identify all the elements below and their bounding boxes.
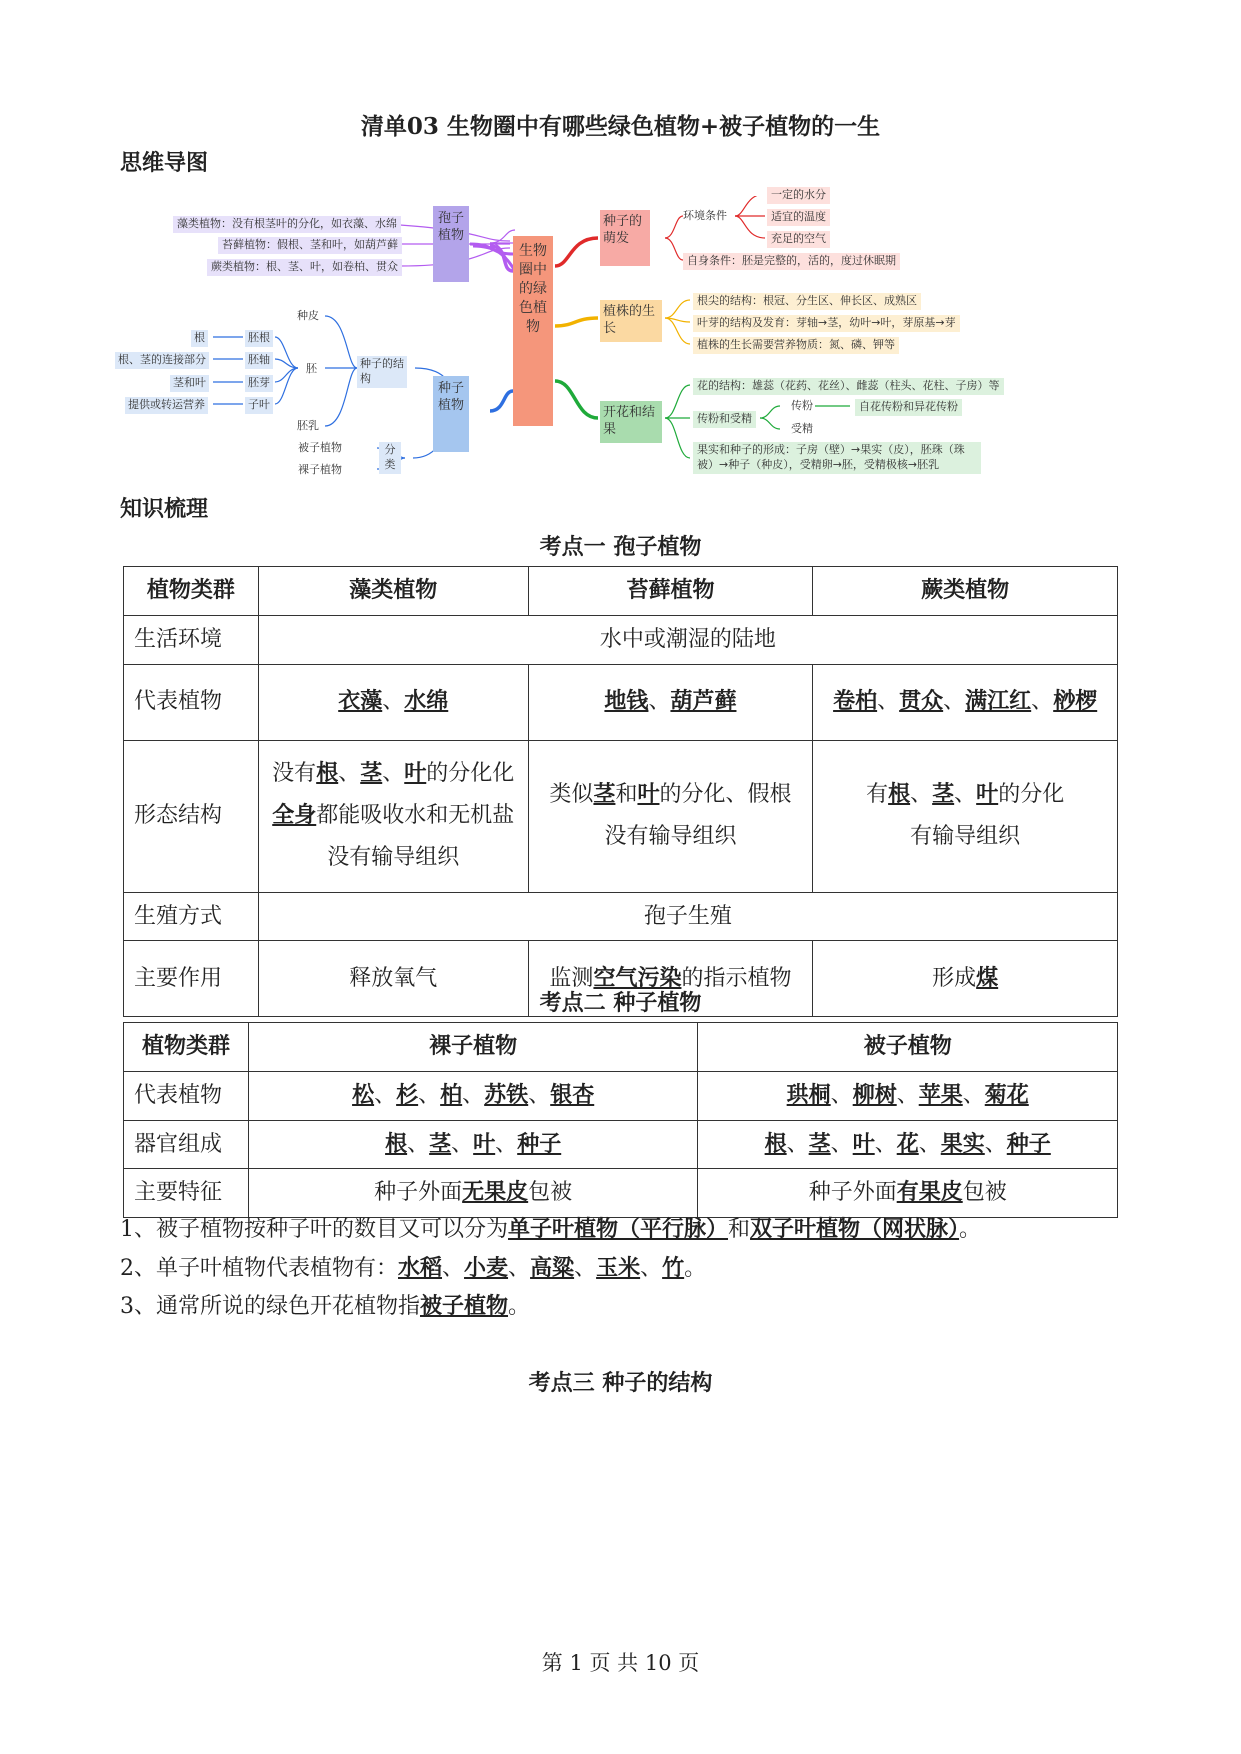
header-cell: 蕨类植物 [813,567,1118,616]
section1-title: 考点一 孢子植物 [539,534,702,560]
table-row [124,1023,1118,1072]
conn-flower-3 [665,418,690,458]
growth-root-tip: 根尖的结构：根冠、分生区、伸长区、成熟区 [693,293,921,310]
embryo-part-cotyledon: 子叶 [245,397,273,414]
node-embryo: 胚 [306,362,317,375]
row-label: 生活环境 [124,615,259,664]
row-label: 形态结构 [124,740,259,892]
conn-flower-fert [760,418,780,429]
node-seed-coat: 种皮 [297,309,319,322]
table-row [124,1120,1118,1169]
spore-item-fern: 蕨类植物：根、茎、叶，如卷柏、贯众 [207,259,402,276]
conn-embryo-4 [275,368,298,404]
table-row [124,615,1118,664]
row-label: 代表植物 [124,664,259,740]
table-cell: 根、茎、叶、种子 [248,1120,698,1169]
node-growth: 植株的生长 [600,300,662,342]
page-footer: 第 1 页 共 10 页 [541,1651,700,1675]
header-cell: 裸子植物 [248,1023,698,1072]
note-1: 1、被子植物按种子叶的数目又可以分为单子叶植物（平行脉）和双子叶植物（网状脉）。 [120,1216,982,1242]
table-row [124,1071,1118,1120]
knowledge-heading: 知识梳理 [120,496,209,522]
section3-title: 考点三 种子的结构 [528,1370,713,1396]
table-cell: 有根、茎、叶的分化 有输导组织 [813,740,1118,892]
conn-env-1 [735,196,765,216]
spore-item-algae: 藻类植物：没有根茎叶的分化，如衣藻、水绵 [173,216,401,233]
conn-structure-endo [325,368,357,426]
row-label: 生殖方式 [124,892,259,941]
mind-map [115,188,1135,536]
node-classification: 分类 [379,442,401,474]
node-seed-plants: 种子植物 [433,376,469,452]
embryo-part-root: 胚根 [245,330,273,347]
mind-map-heading: 思维导图 [120,150,209,176]
conn-structure-coat [325,316,357,368]
germ-env: 环境条件 [683,209,727,222]
flower-pollination: 传粉和受精 [693,411,756,428]
class-gym: 裸子植物 [298,463,342,476]
germ-self: 自身条件：胚是完整的，活的，度过休眠期 [683,253,900,270]
row-label: 主要作用 [124,941,259,1017]
table-cell: 种子外面无果皮包被 [248,1169,698,1218]
table-cell: 孢子生殖 [258,892,1117,941]
conn-flower-1 [665,385,690,418]
conn-growth-1 [665,300,690,318]
node-flowering: 开花和结果 [600,401,662,443]
conn-germ-env [665,216,683,238]
flower-fert: 受精 [791,422,813,435]
table-cell: 类似茎和叶的分化、假根 没有输导组织 [528,740,813,892]
table-cell: 根、茎、叶、花、果实、种子 [698,1120,1118,1169]
table-row [124,740,1118,892]
page-title: 清单03 生物圈中有哪些绿色植物+被子植物的一生 [360,113,881,140]
embryo-func-cotyledon: 提供或转运营养 [125,397,208,414]
table-row [124,892,1118,941]
link-flowering [555,381,598,418]
spore-plants-table [123,566,1118,1017]
table-cell: 形成煤 [813,941,1118,1017]
flower-pollen-types: 自花传粉和异花传粉 [855,399,962,416]
header-cell: 藻类植物 [258,567,528,616]
germ-env-temp: 适宜的温度 [767,209,830,226]
header-cell: 植物类群 [124,567,259,616]
note-3: 3、通常所说的绿色开花植物指被子植物。 [120,1293,531,1319]
class-angio: 被子植物 [298,441,342,454]
table-cell: 种子外面有果皮包被 [698,1169,1118,1218]
table-cell: 珙桐、柳树、苹果、菊花 [698,1071,1118,1120]
conn-flower-pollen [760,406,780,418]
table-cell: 衣藻、水绵 [258,664,528,740]
table-cell: 卷柏、贯众、满江红、桫椤 [813,664,1118,740]
embryo-part-axis: 胚轴 [245,352,273,369]
germ-env-water: 一定的水分 [767,187,830,204]
flower-structure: 花的结构：雄蕊（花药、花丝）、雌蕊（柱头、花柱、子房）等 [693,378,1004,395]
growth-nutrients: 植株的生长需要营养物质：氮、磷、钾等 [693,337,899,354]
row-label: 主要特征 [124,1169,249,1218]
link-germination [555,238,598,266]
seed-plants-table [123,1022,1118,1218]
header-cell: 被子植物 [698,1023,1118,1072]
conn-env-3 [735,216,765,238]
note-2: 2、单子叶植物代表植物有：水稻、小麦、高粱、玉米、竹。 [120,1255,707,1281]
embryo-part-bud: 胚芽 [245,375,273,392]
table-cell: 地钱、葫芦藓 [528,664,813,740]
header-cell: 苔藓植物 [528,567,813,616]
section2-title: 考点二 种子植物 [539,990,702,1016]
embryo-func-root: 根 [191,330,208,347]
table-cell: 松、杉、柏、苏铁、银杏 [248,1071,698,1120]
node-germination: 种子的萌发 [600,210,650,266]
mind-map-center: 生物圈中的绿色植物 [513,236,553,426]
table-cell: 释放氧气 [258,941,528,1017]
node-endosperm: 胚乳 [297,419,319,432]
node-seed-structure: 种子的结构 [357,356,407,388]
growth-leaf-bud: 叶芽的结构及发育：芽轴→茎，幼叶→叶，芽原基→芽 [693,315,960,332]
conn-germ-self [665,238,683,260]
header-cell: 植物类群 [124,1023,249,1072]
table-row [124,1169,1118,1218]
embryo-func-axis: 根、茎的连接部分 [115,352,209,369]
table-cell: 监测空气污染的指示植物 [528,941,813,1017]
link-seed [490,391,513,411]
table-row [124,567,1118,616]
flower-pollen: 传粉 [791,399,813,412]
spore-item-moss: 苔藓植物：假根、茎和叶，如葫芦藓 [218,237,402,254]
table-row [124,664,1118,740]
table-cell: 水中或潮湿的陆地 [258,615,1117,664]
table-cell: 没有根、茎、叶的分化化全身都能吸收水和无机盐 没有输导组织 [258,740,528,892]
node-spore-plants: 孢子植物 [433,206,469,282]
link-growth [555,318,598,326]
germ-env-air: 充足的空气 [767,231,830,248]
embryo-func-bud: 茎和叶 [170,375,209,392]
row-label: 代表植物 [124,1071,249,1120]
flower-fruit: 果实和种子的形成：子房（壁）→果实（皮），胚珠（珠被）→种子（种皮），受精卵→胚，受精极核→胚乳 [693,442,981,474]
row-label: 器官组成 [124,1120,249,1169]
